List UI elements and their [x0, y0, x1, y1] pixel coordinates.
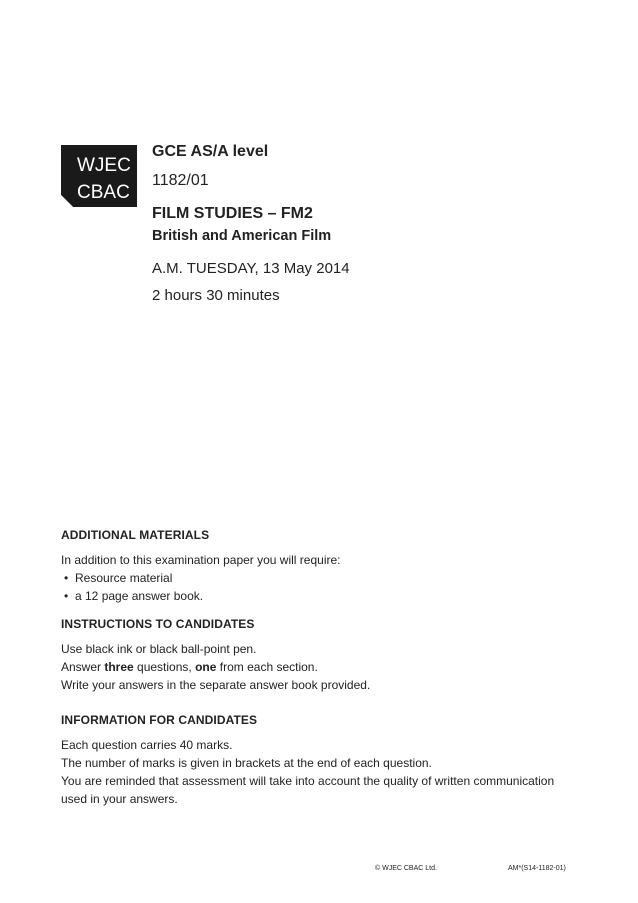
logo-graphic: [61, 145, 137, 207]
materials-list: [61, 569, 581, 605]
materials-intro: In addition to this examination paper you will require:: [61, 553, 341, 567]
information-heading: INFORMATION FOR CANDIDATES: [61, 713, 258, 727]
instruction-answer-text: from each section.: [216, 660, 318, 674]
additional-materials-section: [61, 528, 581, 605]
bullet-icon: •: [64, 589, 69, 603]
instruction-answer-one: one: [195, 660, 217, 674]
paper-reference: AM*(S14-1182-01): [508, 865, 566, 872]
list-item: [61, 587, 581, 605]
logo-text-cbac: CBAC: [77, 182, 130, 203]
list-item-label: a 12 page answer book.: [75, 589, 204, 603]
instruction-answer-text: Answer: [61, 660, 105, 674]
info-marks-per-question: Each question carries 40 marks.: [61, 738, 233, 752]
copyright-notice: © WJEC CBAC Ltd.: [375, 865, 437, 872]
instruction-answer-book: Write your answers in the separate answer book provided.: [61, 678, 371, 692]
exam-date: A.M. TUESDAY, 13 May 2014: [152, 260, 350, 277]
bullet-icon: •: [64, 571, 69, 585]
info-marks-brackets: The number of marks is given in brackets at the end of each question.: [61, 756, 432, 770]
instruction-answer-three: three: [104, 660, 134, 674]
paper-code: 1182/01: [152, 172, 209, 189]
info-written-communication: You are reminded that assessment will take into account the quality of written communication used in your answers.: [61, 774, 555, 806]
qualification-level: GCE AS/A level: [152, 143, 269, 160]
list-item: [61, 569, 581, 587]
instructions-section: [61, 617, 581, 694]
list-item-label: Resource material: [75, 571, 173, 585]
logo-text-wjec: WJEC: [77, 155, 131, 176]
wjec-cbac-logo: [61, 145, 137, 207]
unit-title: British and American Film: [152, 228, 332, 244]
additional-materials-heading: ADDITIONAL MATERIALS: [61, 528, 210, 542]
subject-title: FILM STUDIES – FM2: [152, 205, 313, 222]
instructions-heading: INSTRUCTIONS TO CANDIDATES: [61, 617, 255, 631]
instruction-ink: Use black ink or black ball-point pen.: [61, 642, 257, 656]
information-section: [61, 713, 581, 808]
instruction-answer-text: questions,: [133, 660, 196, 674]
instruction-answer: [61, 658, 581, 676]
exam-duration: 2 hours 30 minutes: [152, 287, 280, 304]
